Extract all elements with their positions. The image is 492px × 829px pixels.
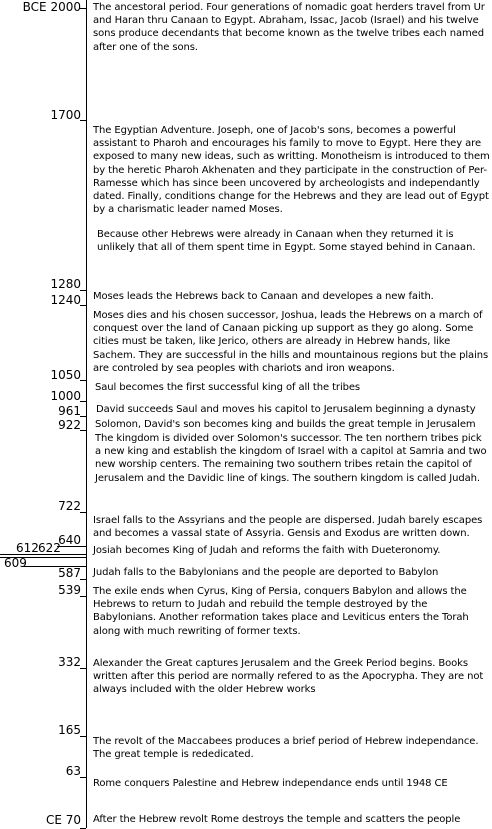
entry-alexander-greek-period: Alexander the Great captures Jerusalem and the Greek Period begins. Books written after this period are normally refered to as the Apocrypha. They are not always included with the older Hebrew works [93,658,484,696]
year-ce-70: CE 70 [45,813,81,827]
year-1000: 1000 [50,389,81,403]
year-640: 640 [58,533,81,547]
entry-kingdom-divided: The kingdom is divided over Solomon's successor. The ten northern tribes pick a new king and establish the kingdom of Israel with a capitol at Samria and two new worship centers. The remaining two southern tribes retain the capitol of Jerusalem and the Davidic line of kings. The southern kingdom is called Judah. [95,433,487,484]
year-539: 539 [58,583,81,597]
year-961: 961 [58,404,81,418]
entry-maccabees-revolt: The revolt of the Maccabees produces a brief period of Hebrew independance. The great temple is rededicated. [93,736,479,761]
entry-other-hebrews: Because other Hebrews were already in Canaan when they returned it is unlikely that all of them spent time in Egypt. Some stayed behind in Canaan. [97,229,476,254]
year-1050: 1050 [50,368,81,382]
year-1240: 1240 [50,293,81,307]
entry-egyptian-adventure: The Egyptian Adventure. Joseph, one of Jacob's sons, becomes a powerful assistant to Pharoh and encourages his family to move to Egypt. Here they are exposed to many new ideas, such as writting. Monotheism is introduced to them by the heretic Pharoh Akhenaten and they participate in the construction of Per-Ramesse which has since been uncovered by archeologists and independantly dated. Finally, conditions change for the Hebrews and they are lead out of Egypt by a charismatic leader named Moses. [93,125,490,216]
entry-ancestral-period: The ancestoral period. Four generations of nomadic goat herders travel from Ur and Haran thru Canaan to Egypt. Abraham, Issac, Jacob (Israel) and his twelve sons produce decendants that become known as the twelve tribes each named after one of the sons. [93,2,485,53]
entry-david-succeeds: David succeeds Saul and moves his capitol to Jerusalem beginning a dynasty [96,404,476,415]
entry-rome-conquers: Rome conquers Palestine and Hebrew independance ends until 1948 CE [93,778,448,789]
year-1700: 1700 [50,108,81,122]
entry-israel-falls-assyria: Israel falls to the Assyrians and the people are dispersed. Judah barely escapes and becomes a vassal state of Assyria. Gensis and Exodus are written down. [93,515,483,540]
entry-joshua-conquest: Moses dies and his chosen successor, Joshua, leads the Hebrews on a march of conquest over the land of Canaan picking up support as they go along. Some cities must be taken, like Jerico, others are already in Hebrew hands, like Sachem. They are successful in the hills and mountainous regions but the plains are controled by sea peoples with chariots and iron weapons. [93,310,489,374]
year-587: 587 [58,566,81,580]
timeline-axis [86,0,87,828]
year-612: 612 [16,541,39,555]
entry-judah-falls-babylon: Judah falls to the Babylonians and the people are deported to Babylon [93,567,439,578]
year-1280: 1280 [50,277,81,291]
year-609: 609 [4,556,27,570]
year-722: 722 [58,499,81,513]
year-622: 622 [38,541,61,555]
entry-hebrew-revolt: After the Hebrew revolt Rome destroys the temple and scatters the people [93,814,461,825]
entry-moses-leads: Moses leads the Hebrews back to Canaan and developes a new faith. [93,291,434,302]
year-922: 922 [58,418,81,432]
year-165: 165 [58,723,81,737]
entry-solomon-temple: Solomon, David's son becomes king and builds the great temple in Jerusalem [95,419,476,430]
year-bce-2000: BCE 2000 [22,0,81,14]
year-332: 332 [58,655,81,669]
entry-saul-king: Saul becomes the first successful king of all the tribes [95,382,361,393]
year-63: 63 [65,764,81,778]
entry-josiah-reform: Josiah becomes King of Judah and reforms the faith with Dueteronomy. [93,545,441,556]
entry-exile-ends: The exile ends when Cyrus, King of Persia, conquers Babylon and allows the Hebrews to return to Judah and rebuild the temple destroyed by the Babylonians. Another reformation takes place and Leviticus enters the Torah along with much rewriting of former texts. [93,586,469,637]
